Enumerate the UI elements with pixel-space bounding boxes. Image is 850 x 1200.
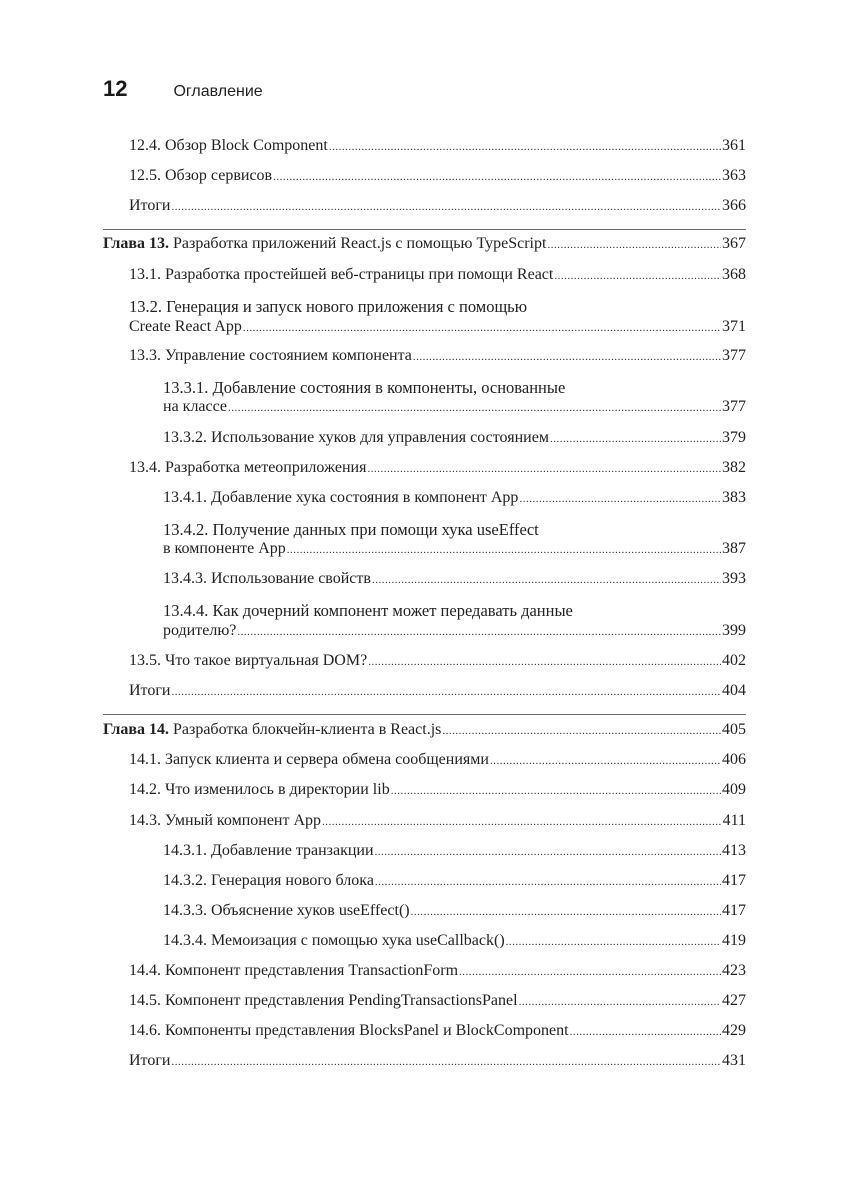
toc-entry-title: 13.4.3. Использование свойств [163, 570, 371, 587]
toc-entry-page: 417 [722, 872, 746, 889]
toc-entry[interactable] [163, 398, 746, 416]
dot-leader [411, 906, 721, 918]
chapter-label: Глава 14. [103, 721, 169, 738]
toc-entry-page: 393 [722, 570, 746, 587]
toc-entry[interactable] [129, 167, 746, 185]
toc-entry[interactable] [129, 682, 746, 700]
toc-entry[interactable] [129, 1052, 746, 1070]
toc-entry[interactable] [129, 266, 746, 284]
dot-leader [519, 493, 721, 505]
toc-entry-title: 14.4. Компонент представления TransactionForm [129, 962, 459, 979]
toc-entry-title: 14.3.2. Генерация нового блока [163, 872, 374, 889]
toc-entry-title: 12.4. Обзор Block Component [129, 137, 328, 154]
toc-entry[interactable] [163, 842, 746, 860]
chapter-divider [103, 714, 746, 715]
chapter-divider [103, 229, 746, 230]
toc-entry-page: 363 [722, 167, 746, 184]
toc-entry-line1[interactable]: 13.3.1. Добавление состояния в компоненты, основанные [163, 378, 566, 397]
toc-entry-title: Итоги [129, 682, 171, 699]
toc-entry-title: 13.5. Что такое виртуальная DOM? [129, 652, 368, 669]
dot-leader [228, 402, 721, 414]
dot-leader [375, 846, 721, 858]
toc-entry-title: 13.1. Разработка простейшей веб-страницы при помощи React [129, 266, 554, 283]
toc-entry-title: 14.3.4. Мемоизация с помощью хука useCallback() [163, 932, 505, 949]
toc-entry-title: 14.6. Компоненты представления BlocksPanel и BlockComponent [129, 1022, 569, 1039]
toc-entry[interactable] [129, 1022, 746, 1040]
dot-leader [442, 725, 721, 737]
toc-entry-title: Create React App [129, 318, 242, 335]
toc-entry[interactable] [163, 489, 746, 507]
toc-entry-title: родителю? [163, 622, 237, 639]
toc-entry-line1[interactable]: 13.4.2. Получение данных при помощи хука useEffect [163, 520, 539, 539]
toc-entry-line1[interactable]: 13.2. Генерация и запуск нового приложения с помощью [129, 297, 528, 316]
chapter-label: Глава 13. [103, 235, 169, 252]
toc-entry-page: 377 [722, 398, 746, 415]
dot-leader [547, 239, 721, 251]
toc-entry-page: 371 [722, 318, 746, 335]
toc-entry-title: 14.3.1. Добавление транзакции [163, 842, 374, 859]
toc-entry-page: 431 [722, 1052, 746, 1069]
toc-entry-page: 409 [722, 781, 746, 798]
toc-entry[interactable] [129, 812, 746, 830]
toc-entry-page: 411 [722, 812, 746, 829]
toc-entry-page: 368 [722, 266, 746, 283]
toc-entry-title: 13.4.1. Добавление хука состояния в компонент App [163, 489, 519, 506]
toc-entry-page: 423 [722, 962, 746, 979]
toc-entry-page: 406 [722, 751, 746, 768]
toc-entry[interactable] [163, 570, 746, 588]
toc-entry-page: 427 [722, 992, 746, 1009]
toc-entry-title: 14.3.3. Объяснение хуков useEffect() [163, 902, 410, 919]
toc-entry-page: 361 [722, 137, 746, 154]
toc-entry-title: 14.3. Умный компонент App [129, 812, 322, 829]
toc-entry[interactable] [163, 872, 746, 890]
toc-entry-page: 413 [722, 842, 746, 859]
toc-entry-page: 419 [722, 932, 746, 949]
toc-entry-title: 13.4. Разработка метеоприложения [129, 459, 367, 476]
dot-leader [329, 141, 721, 153]
chapter-14-entry[interactable] [103, 721, 746, 739]
dot-leader [391, 785, 721, 797]
toc-entry-title: Итоги [129, 197, 171, 214]
dot-leader [322, 816, 722, 828]
toc-entry-page: 366 [722, 197, 746, 214]
toc-entry[interactable] [163, 540, 746, 558]
toc-entry-title: Итоги [129, 1052, 171, 1069]
dot-leader [372, 574, 721, 586]
toc-entry[interactable] [163, 932, 746, 950]
toc-entry[interactable] [129, 137, 746, 155]
toc-entry-page: 379 [722, 429, 746, 446]
dot-leader [171, 686, 721, 698]
toc-entry-page: 417 [722, 902, 746, 919]
toc-entry[interactable] [129, 751, 746, 769]
toc-entry[interactable] [129, 781, 746, 799]
dot-leader [490, 755, 721, 767]
toc-entry-title: 14.5. Компонент представления PendingTransactionsPanel [129, 992, 518, 1009]
toc-entry[interactable] [163, 622, 746, 640]
running-title: Оглавление [173, 83, 263, 100]
dot-leader [273, 171, 721, 183]
toc-entry-title: на классе [163, 398, 228, 415]
toc-entry-title: 12.5. Обзор сервисов [129, 167, 273, 184]
toc-entry-title: в компоненте App [163, 540, 286, 557]
toc-entry-title: 13.3.2. Использование хуков для управления состоянием [163, 429, 549, 446]
dot-leader [287, 544, 721, 556]
toc-entry[interactable] [129, 962, 746, 980]
dot-leader [171, 201, 721, 213]
dot-leader [570, 1026, 721, 1038]
dot-leader [519, 996, 721, 1008]
dot-leader [506, 936, 721, 948]
toc-entry-page: 382 [722, 459, 746, 476]
toc-entry[interactable] [163, 902, 746, 920]
toc-entry-title: 14.1. Запуск клиента и сервера обмена сообщениями [129, 751, 489, 768]
toc-entry-line1[interactable]: 13.4.4. Как дочерний компонент может передавать данные [163, 601, 573, 620]
dot-leader [413, 351, 721, 363]
dot-leader [375, 876, 721, 888]
toc-entry-page: 367 [722, 235, 746, 252]
toc-entry-page: 383 [722, 489, 746, 506]
dot-leader [459, 966, 721, 978]
toc-entry[interactable] [129, 347, 746, 365]
toc-entry-title: 13.3. Управление состоянием компонента [129, 347, 412, 364]
toc-entry-page: 387 [722, 540, 746, 557]
chapter-title: Разработка приложений React.js с помощью TypeScript [173, 235, 547, 252]
dot-leader [171, 1056, 721, 1068]
dot-leader [237, 626, 721, 638]
toc-entry[interactable] [129, 318, 746, 336]
chapter-title: Разработка блокчейн-клиента в React.js [173, 721, 442, 738]
dot-leader [367, 463, 721, 475]
dot-leader [554, 270, 721, 282]
toc-entry[interactable] [129, 652, 746, 670]
toc-entry-page: 429 [722, 1022, 746, 1039]
toc-entry-page: 377 [722, 347, 746, 364]
toc-entry-page: 399 [722, 622, 746, 639]
toc-entry-page: 404 [722, 682, 746, 699]
dot-leader [550, 433, 721, 445]
toc-entry-title: 14.2. Что изменилось в директории lib [129, 781, 390, 798]
toc-entry-page: 405 [722, 721, 746, 738]
toc-entry-page: 402 [722, 652, 746, 669]
toc-entry[interactable] [163, 429, 746, 447]
dot-leader [243, 322, 721, 334]
toc-entry[interactable] [129, 992, 746, 1010]
dot-leader [368, 656, 721, 668]
toc-entry[interactable] [129, 459, 746, 477]
toc-entry[interactable] [129, 197, 746, 215]
page-number: 12 [103, 76, 128, 101]
chapter-13-entry[interactable] [103, 235, 746, 253]
